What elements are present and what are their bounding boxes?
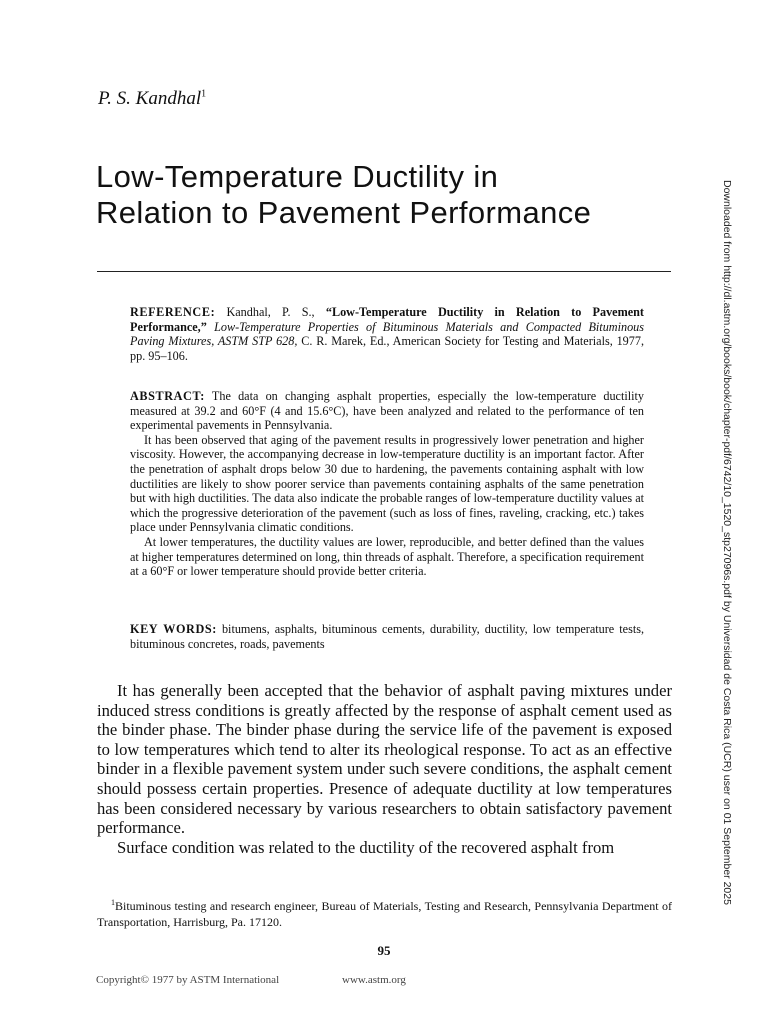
body-paragraph-1: It has generally been accepted that the behavior of asphalt paving mixtures under induced stress conditions is greatly affected by the response of asphalt cement used as the binder phase. The binder phase during the service life of the pavement is exposed to low temperatures which tend to alter its rheological response. To act as an effective binder in a flexible pavement system under such severe conditions, the asphalt cement should possess certain properties. Presence of adequate ductility at low temperatures has been considered necessary by various researchers to obtain satisfactory pavement performance. [97,681,672,838]
reference-book: Low-Temperature Properties of Bituminous Materials and Compacted Bituminous Paving Mixtures, ASTM STP 628, [130,319,644,349]
reference-author: Kandhal, P. S., [215,305,326,319]
reference-rest: C. R. Marek, Ed., American Society for Testing and Materials, 1977, pp. 95–106. [130,334,644,363]
body-paragraph-2: Surface condition was related to the ductility of the recovered asphalt from [117,837,615,857]
author-footnote-mark: 1 [201,88,207,100]
author-name: P. S. Kandhal$^1$ [98,88,207,109]
abstract-paragraph-2: It has been observed that aging of the pavement results in progressively lower penetration and higher viscosity. However, the accompanying decrease in low-temperature ductility is an important factor. After the penetration of asphalt drops below 30 due to hardening, the pavements containing asphalt with low ductilities are likely to show poorer service than pavements containing asphalts of the same penetration but with high ductilities. The data also indicate the probable ranges of low-temperature ductility values at which the progressive deterioration of the pavement (such as loss of fines, raveling, cracking, etc.) takes place under Pennsylvania climatic conditions. [130,432,644,535]
title-line-1: Low-Temperature Ductility in [96,159,499,194]
abstract-label: ABSTRACT: [130,389,205,403]
reference-block [130,305,644,363]
abstract-paragraph-1: ABSTRACT: The data on changing asphalt properties, especially the low-temperature ductility measured at 39.2 and 60°F (4 and 15.6°C), have been analyzed and related to the performance of ten experimental pavements in Pennsylvania. [130,389,644,433]
keywords-block [130,622,644,651]
footnote-text: Bituminous testing and research engineer, Bureau of Materials, Testing and Research, Pennsylvania Department of Transportation, Harrisburg, Pa. 17120. [97,899,672,929]
website-url: www.astm.org [342,974,406,986]
copyright-notice: Copyright© 1977 by ASTM International [96,974,280,986]
title-line-2: Relation to Pavement Performance [96,195,592,230]
reference-paper-title: “Low-Temperature Ductility in Relation to Pavement Performance,” [130,305,644,334]
abstract-block [130,389,644,579]
keywords-text: bitumens, asphalts, bituminous cements, durability, ductility, low temperature tests, bituminous concretes, roads, pavements [130,622,644,651]
reference-label: REFERENCE: [130,305,216,319]
page-number: 95 [377,943,391,958]
footnote [97,895,672,930]
footnote-mark: 1 [111,898,115,907]
download-watermark: Downloaded from http://dl.astm.org/books/book/chapter-pdf/6742/10_1520_stp27096s.pdf by Universidad de Costa Rica (UCR) user on 01 September 2025 [721,180,733,905]
abstract-paragraph-3: At lower temperatures, the ductility values are lower, reproducible, and better defined than the values at higher temperatures determined on long, thin threads of asphalt. Therefore, a specification requirement at a 60°F or lower temperature should provide better criteria. [130,534,644,579]
body-text [97,681,672,857]
keywords-label: KEY WORDS: [130,622,217,636]
title-divider [97,271,671,272]
paper-title [96,159,696,231]
